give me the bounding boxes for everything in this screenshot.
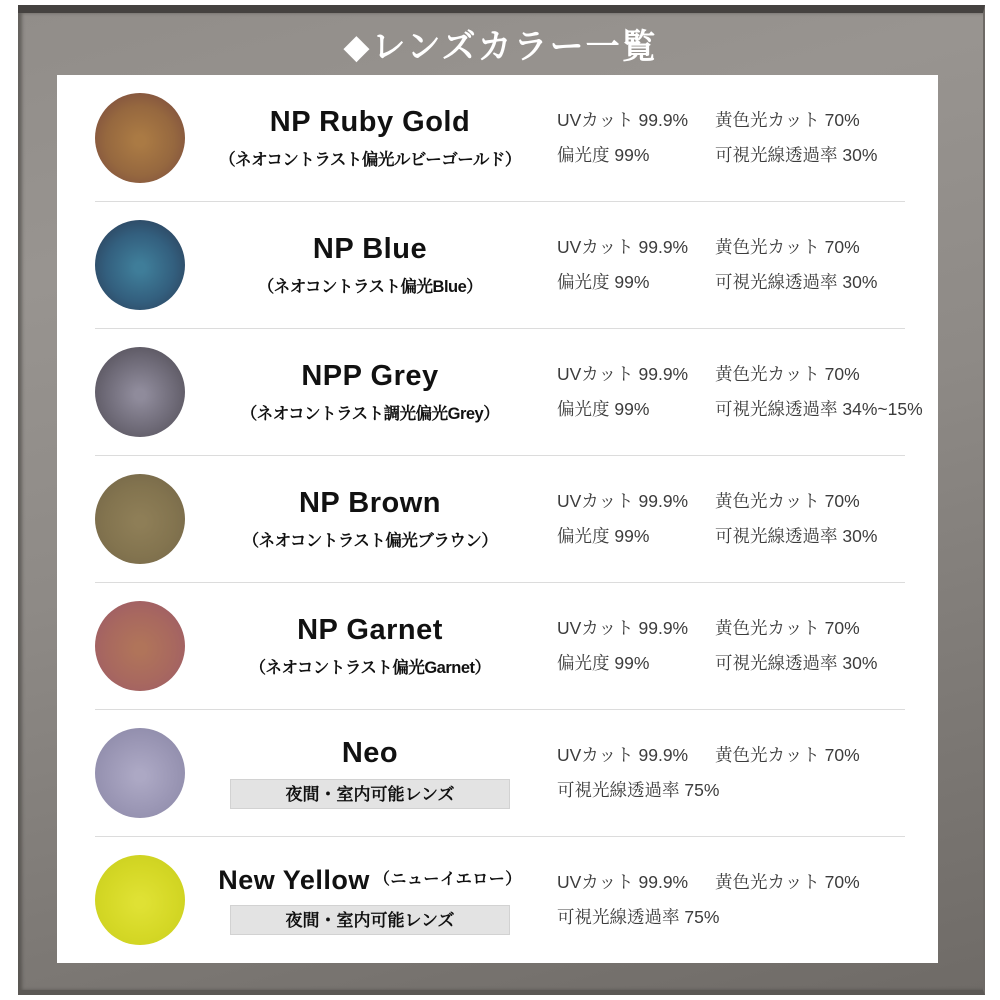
spec-polarization: 偏光度 99% [557, 399, 650, 419]
night-indoor-badge: 夜間・室内可能レンズ [230, 905, 510, 935]
lens-row-np-garnet [57, 583, 938, 709]
spec-polarization: 偏光度 99% [557, 145, 650, 165]
lens-list-card [57, 75, 938, 963]
lens-subtitle: （ニューイエロー） [373, 871, 522, 889]
spec-uv-cut: UVカット 99.9% [557, 109, 689, 130]
lens-subtitle: （ネオコントラスト偏光Blue） [257, 278, 483, 297]
lens-name: Neo [341, 736, 399, 769]
lens-subtitle: （ネオコントラスト偏光ルビーゴールド） [219, 151, 521, 170]
spec-line [557, 111, 877, 130]
np-blue-lens-swatch [95, 220, 185, 310]
gray-panel-frame [18, 5, 985, 995]
spec-polarization: 偏光度 99% [557, 653, 650, 673]
spec-visible-light-transmittance: 可視光線透過率 34%~15% [715, 399, 923, 419]
lens-row-new-yellow [57, 837, 938, 963]
spec-yellow-light-cut: 黄色光カット 70% [715, 617, 860, 638]
lens-name: NPP Grey [301, 359, 439, 392]
lens-row-np-brown [57, 456, 938, 582]
spec-uv-cut: UVカット 99.9% [557, 363, 689, 384]
lens-title-block [190, 106, 550, 170]
np-ruby-gold-lens-swatch [95, 93, 185, 183]
spec-line [557, 365, 923, 384]
npp-grey-lens-swatch [95, 347, 185, 437]
lens-name: NP Blue [312, 232, 428, 265]
lens-subtitle: （ネオコントラスト調光偏光Grey） [240, 405, 500, 424]
spec-line [557, 492, 877, 511]
spec-polarization: 偏光度 99% [557, 272, 650, 292]
spec-line [557, 781, 860, 800]
night-indoor-badge: 夜間・室内可能レンズ [230, 779, 510, 809]
lens-name-text: New Yellow [218, 864, 370, 895]
lens-name: NP Garnet [297, 613, 443, 646]
lens-title-block [190, 487, 550, 551]
lens-subtitle: （ネオコントラスト偏光Garnet） [249, 659, 491, 678]
spec-line [557, 746, 860, 765]
spec-line [557, 654, 877, 673]
spec-visible-light-transmittance: 可視光線透過率 30% [715, 653, 878, 673]
spec-yellow-light-cut: 黄色光カット 70% [715, 490, 860, 511]
spec-line [557, 619, 877, 638]
lens-specs [557, 111, 877, 166]
spec-line [557, 400, 923, 419]
spec-uv-cut: UVカット 99.9% [557, 871, 689, 892]
spec-visible-light-transmittance: 可視光線透過率 75% [557, 907, 720, 927]
spec-line [557, 873, 860, 892]
spec-uv-cut: UVカット 99.9% [557, 236, 689, 257]
np-garnet-lens-swatch [95, 601, 185, 691]
spec-visible-light-transmittance: 可視光線透過率 30% [715, 526, 878, 546]
spec-yellow-light-cut: 黄色光カット 70% [715, 744, 860, 765]
lens-specs [557, 492, 877, 547]
spec-visible-light-transmittance: 可視光線透過率 75% [557, 780, 720, 800]
lens-specs [557, 365, 923, 420]
lens-name: NP Ruby Gold [269, 105, 471, 138]
lens-subtitle: （ネオコントラスト偏光ブラウン） [242, 532, 498, 551]
lens-name: NP Brown [298, 486, 442, 519]
spec-uv-cut: UVカット 99.9% [557, 490, 689, 511]
lens-specs [557, 619, 877, 674]
lens-specs [557, 873, 860, 928]
lens-row-np-blue [57, 202, 938, 328]
spec-uv-cut: UVカット 99.9% [557, 744, 689, 765]
spec-line [557, 527, 877, 546]
spec-uv-cut: UVカット 99.9% [557, 617, 689, 638]
spec-visible-light-transmittance: 可視光線透過率 30% [715, 145, 878, 165]
lens-title-block [190, 865, 550, 935]
lens-title-block [190, 233, 550, 297]
lens-title-block [190, 614, 550, 678]
lens-row-np-ruby-gold [57, 75, 938, 201]
page-title: ◆レンズカラー一覧 [343, 28, 658, 66]
spec-line [557, 273, 877, 292]
np-brown-lens-swatch [95, 474, 185, 564]
neo-lens-swatch [95, 728, 185, 818]
new-yellow-lens-swatch [95, 855, 185, 945]
lens-title-block [190, 360, 550, 424]
spec-yellow-light-cut: 黄色光カット 70% [715, 109, 860, 130]
spec-yellow-light-cut: 黄色光カット 70% [715, 871, 860, 892]
spec-polarization: 偏光度 99% [557, 526, 650, 546]
spec-line [557, 146, 877, 165]
spec-yellow-light-cut: 黄色光カット 70% [715, 236, 860, 257]
lens-specs [557, 746, 860, 801]
lens-name [218, 865, 521, 896]
lens-row-npp-grey [57, 329, 938, 455]
spec-visible-light-transmittance: 可視光線透過率 30% [715, 272, 878, 292]
lens-specs [557, 238, 877, 293]
spec-yellow-light-cut: 黄色光カット 70% [715, 363, 860, 384]
lens-row-neo [57, 710, 938, 836]
spec-line [557, 908, 860, 927]
lens-title-block [190, 737, 550, 809]
spec-line [557, 238, 877, 257]
